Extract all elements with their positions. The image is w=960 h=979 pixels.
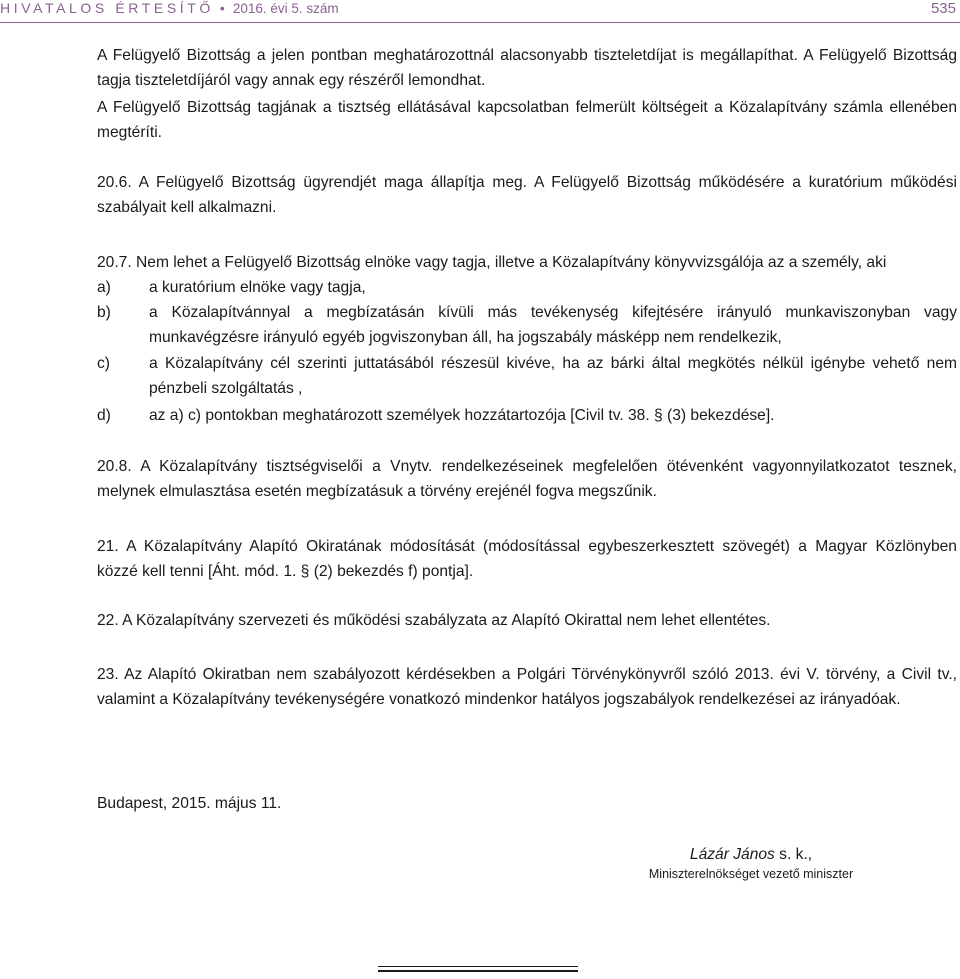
list-label: d) [97,407,111,424]
header-separator: • [219,0,225,16]
signatory-suffix: s. k., [774,846,813,863]
paragraph-fee-waiver: A Felügyelő Bizottság a jelen pontban meghatározottnál alacsonyabb tiszteletdíjat is megállapíthat. A Felügyelő Bizottság tagja tiszteletdíjáról vagy annak egy részéről lemondhat. [97,47,957,89]
closing-rule-line [378,966,578,967]
list-text: az a) c) pontokban meghatározott személyek hozzátartozója [Civil tv. 38. § (3) bekezdése]. [149,407,775,424]
paragraph-expenses: A Felügyelő Bizottság tagjának a tisztség ellátásával kapcsolatban felmerült költségeit a Közalapítvány számla ellenében megtéríti. [97,99,957,141]
page-number: 535 [930,0,956,17]
closing-rule [378,966,578,975]
list-item-b [97,300,957,350]
closing-rule-line [378,970,578,971]
paragraph-20-6: 20.6. A Felügyelő Bizottság ügyrendjét maga állapítja meg. A Felügyelő Bizottság működésére a kuratórium működési szabályait kell alkalmazni. [97,174,957,216]
issue-label: 2016. évi 5. szám [232,1,339,16]
list-label: a) [97,279,111,296]
paragraph-20-8: 20.8. A Közalapítvány tisztségviselői a Vnytv. rendelkezéseinek megfelelően ötévenként vagyonnyilatkozatot tesznek, melynek elmulasztása esetén megbízatásuk a törvény erejénél fogva megszűnik. [97,458,957,500]
list-item-a [97,275,957,300]
list-item-c [97,351,957,401]
list-label: b) [97,304,111,321]
paragraph-22: 22. A Közalapítvány szervezeti és működési szabályzata az Alapító Okirattal nem lehet ellentétes. [97,612,771,629]
signature-block [636,845,866,883]
signatory-title: Miniszterelnökséget vezető miniszter [648,867,854,881]
journal-name: HIVATALOS ÉRTESÍTŐ [0,0,214,16]
list-text: a Közalapítvánnyal a megbízatásán kívüli más tevékenység kifejtésére irányuló munkaviszonyban vagy munkavégzésre irányuló egyéb jogviszonyban áll, ha jogszabály másképp nem rendelkezik, [149,304,957,346]
paragraph-23: 23. Az Alapító Okiratban nem szabályozott kérdésekben a Polgári Törvénykönyvről szóló 2013. évi V. törvény, a Civil tv., valamint a Közalapítvány tevékenységére vonatkozó mindenkor hatályos jogszabályok rendelkezései az irányadóak. [97,666,957,708]
list-item-d [97,403,957,428]
list-text: a Közalapítvány cél szerinti juttatásából részesül kivéve, ha az bárki által megkötés nélkül igénybe vehető nem pénzbeli szolgáltatás , [149,355,957,397]
paragraph-21: 21. A Közalapítvány Alapító Okiratának módosítását (módosítással egybeszerkesztett szövegét) a Magyar Közlönyben közzé kell tenni [Áht. mód. 1. § (2) bekezdés f) pontja]. [97,538,957,580]
list-text: a kuratórium elnöke vagy tagja, [149,279,366,296]
page-header [0,0,960,22]
signatory [636,845,866,865]
place-and-date: Budapest, 2015. május 11. [97,795,282,812]
signatory-name: Lázár János [689,846,775,863]
paragraph-20-7: 20.7. Nem lehet a Felügyelő Bizottság elnöke vagy tagja, illetve a Közalapítvány könyvvizsgálója az a személy, aki [97,254,887,271]
journal-title [0,0,339,16]
list-label: c) [97,355,110,372]
header-rule [0,22,960,23]
